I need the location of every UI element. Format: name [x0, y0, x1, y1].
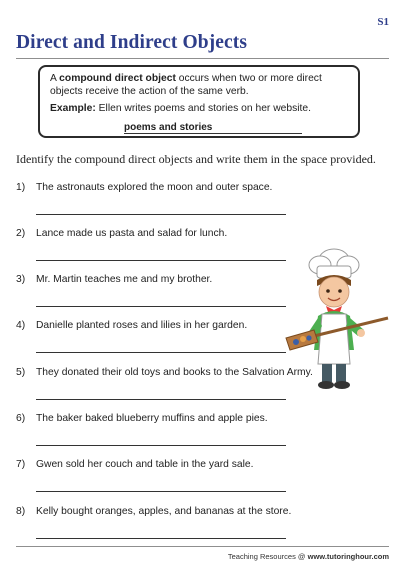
- answer-line-7[interactable]: [36, 491, 286, 492]
- question-number: 1): [16, 182, 26, 193]
- question-text: Mr. Martin teaches me and my brother.: [36, 274, 213, 285]
- question-2: [16, 228, 227, 240]
- footer: [228, 552, 389, 561]
- question-text: Kelly bought oranges, apples, and bananas at the store.: [36, 506, 292, 517]
- question-text: Danielle planted roses and lilies in her garden.: [36, 320, 248, 331]
- definition-text-b: occurs when two or more direct: [175, 73, 322, 84]
- chef-illustration: [284, 246, 390, 392]
- footer-url: www.tutoringhour.com: [307, 552, 389, 561]
- answer-line-4[interactable]: [36, 352, 286, 353]
- worksheet-code: S1: [377, 16, 389, 28]
- example-sentence: Ellen writes poems and stories on her website.: [95, 103, 311, 114]
- example-answer-line: [124, 133, 302, 134]
- instructions: Identify the compound direct objects and write them in the space provided.: [16, 152, 376, 166]
- answer-line-6[interactable]: [36, 445, 286, 446]
- answer-line-5[interactable]: [36, 399, 286, 400]
- definition-line-2: objects receive the action of the same verb.: [50, 86, 249, 97]
- question-4: [16, 320, 247, 332]
- question-text: They donated their old toys and books to the Salvation Army.: [36, 367, 313, 378]
- chef-hat-icon: [309, 249, 359, 278]
- question-number: 5): [16, 367, 26, 378]
- definition-text-a: A: [50, 73, 60, 84]
- question-text: Lance made us pasta and salad for lunch.: [36, 228, 228, 239]
- page-title: Direct and Indirect Objects: [16, 32, 248, 53]
- question-text: Gwen sold her couch and table in the yard sale.: [36, 459, 254, 470]
- answer-line-2[interactable]: [36, 260, 286, 261]
- question-number: 7): [16, 459, 26, 470]
- example-line: [50, 102, 348, 115]
- question-text: The astronauts explored the moon and outer space.: [36, 182, 273, 193]
- footer-prefix: Teaching Resources @: [227, 552, 308, 561]
- definition-box: [38, 65, 360, 138]
- question-5: [16, 367, 313, 379]
- question-6: [16, 413, 268, 425]
- answer-line-8[interactable]: [36, 538, 286, 539]
- question-1: [16, 182, 272, 194]
- example-label: Example:: [50, 103, 96, 114]
- question-8: [16, 506, 291, 518]
- definition-line-1: [50, 72, 348, 85]
- question-text: The baker baked blueberry muffins and apple pies.: [36, 413, 268, 424]
- question-7: [16, 459, 254, 471]
- answer-line-1[interactable]: [36, 214, 286, 215]
- question-number: 6): [16, 413, 26, 424]
- question-number: 8): [16, 506, 26, 517]
- definition-term: compound direct object: [59, 73, 176, 84]
- top-divider: [16, 58, 389, 59]
- question-number: 3): [16, 274, 26, 285]
- answer-line-3[interactable]: [36, 306, 286, 307]
- question-number: 4): [16, 320, 26, 331]
- question-3: [16, 274, 212, 286]
- question-number: 2): [16, 228, 26, 239]
- bottom-divider: [16, 546, 389, 547]
- example-answer: poems and stories: [124, 122, 213, 133]
